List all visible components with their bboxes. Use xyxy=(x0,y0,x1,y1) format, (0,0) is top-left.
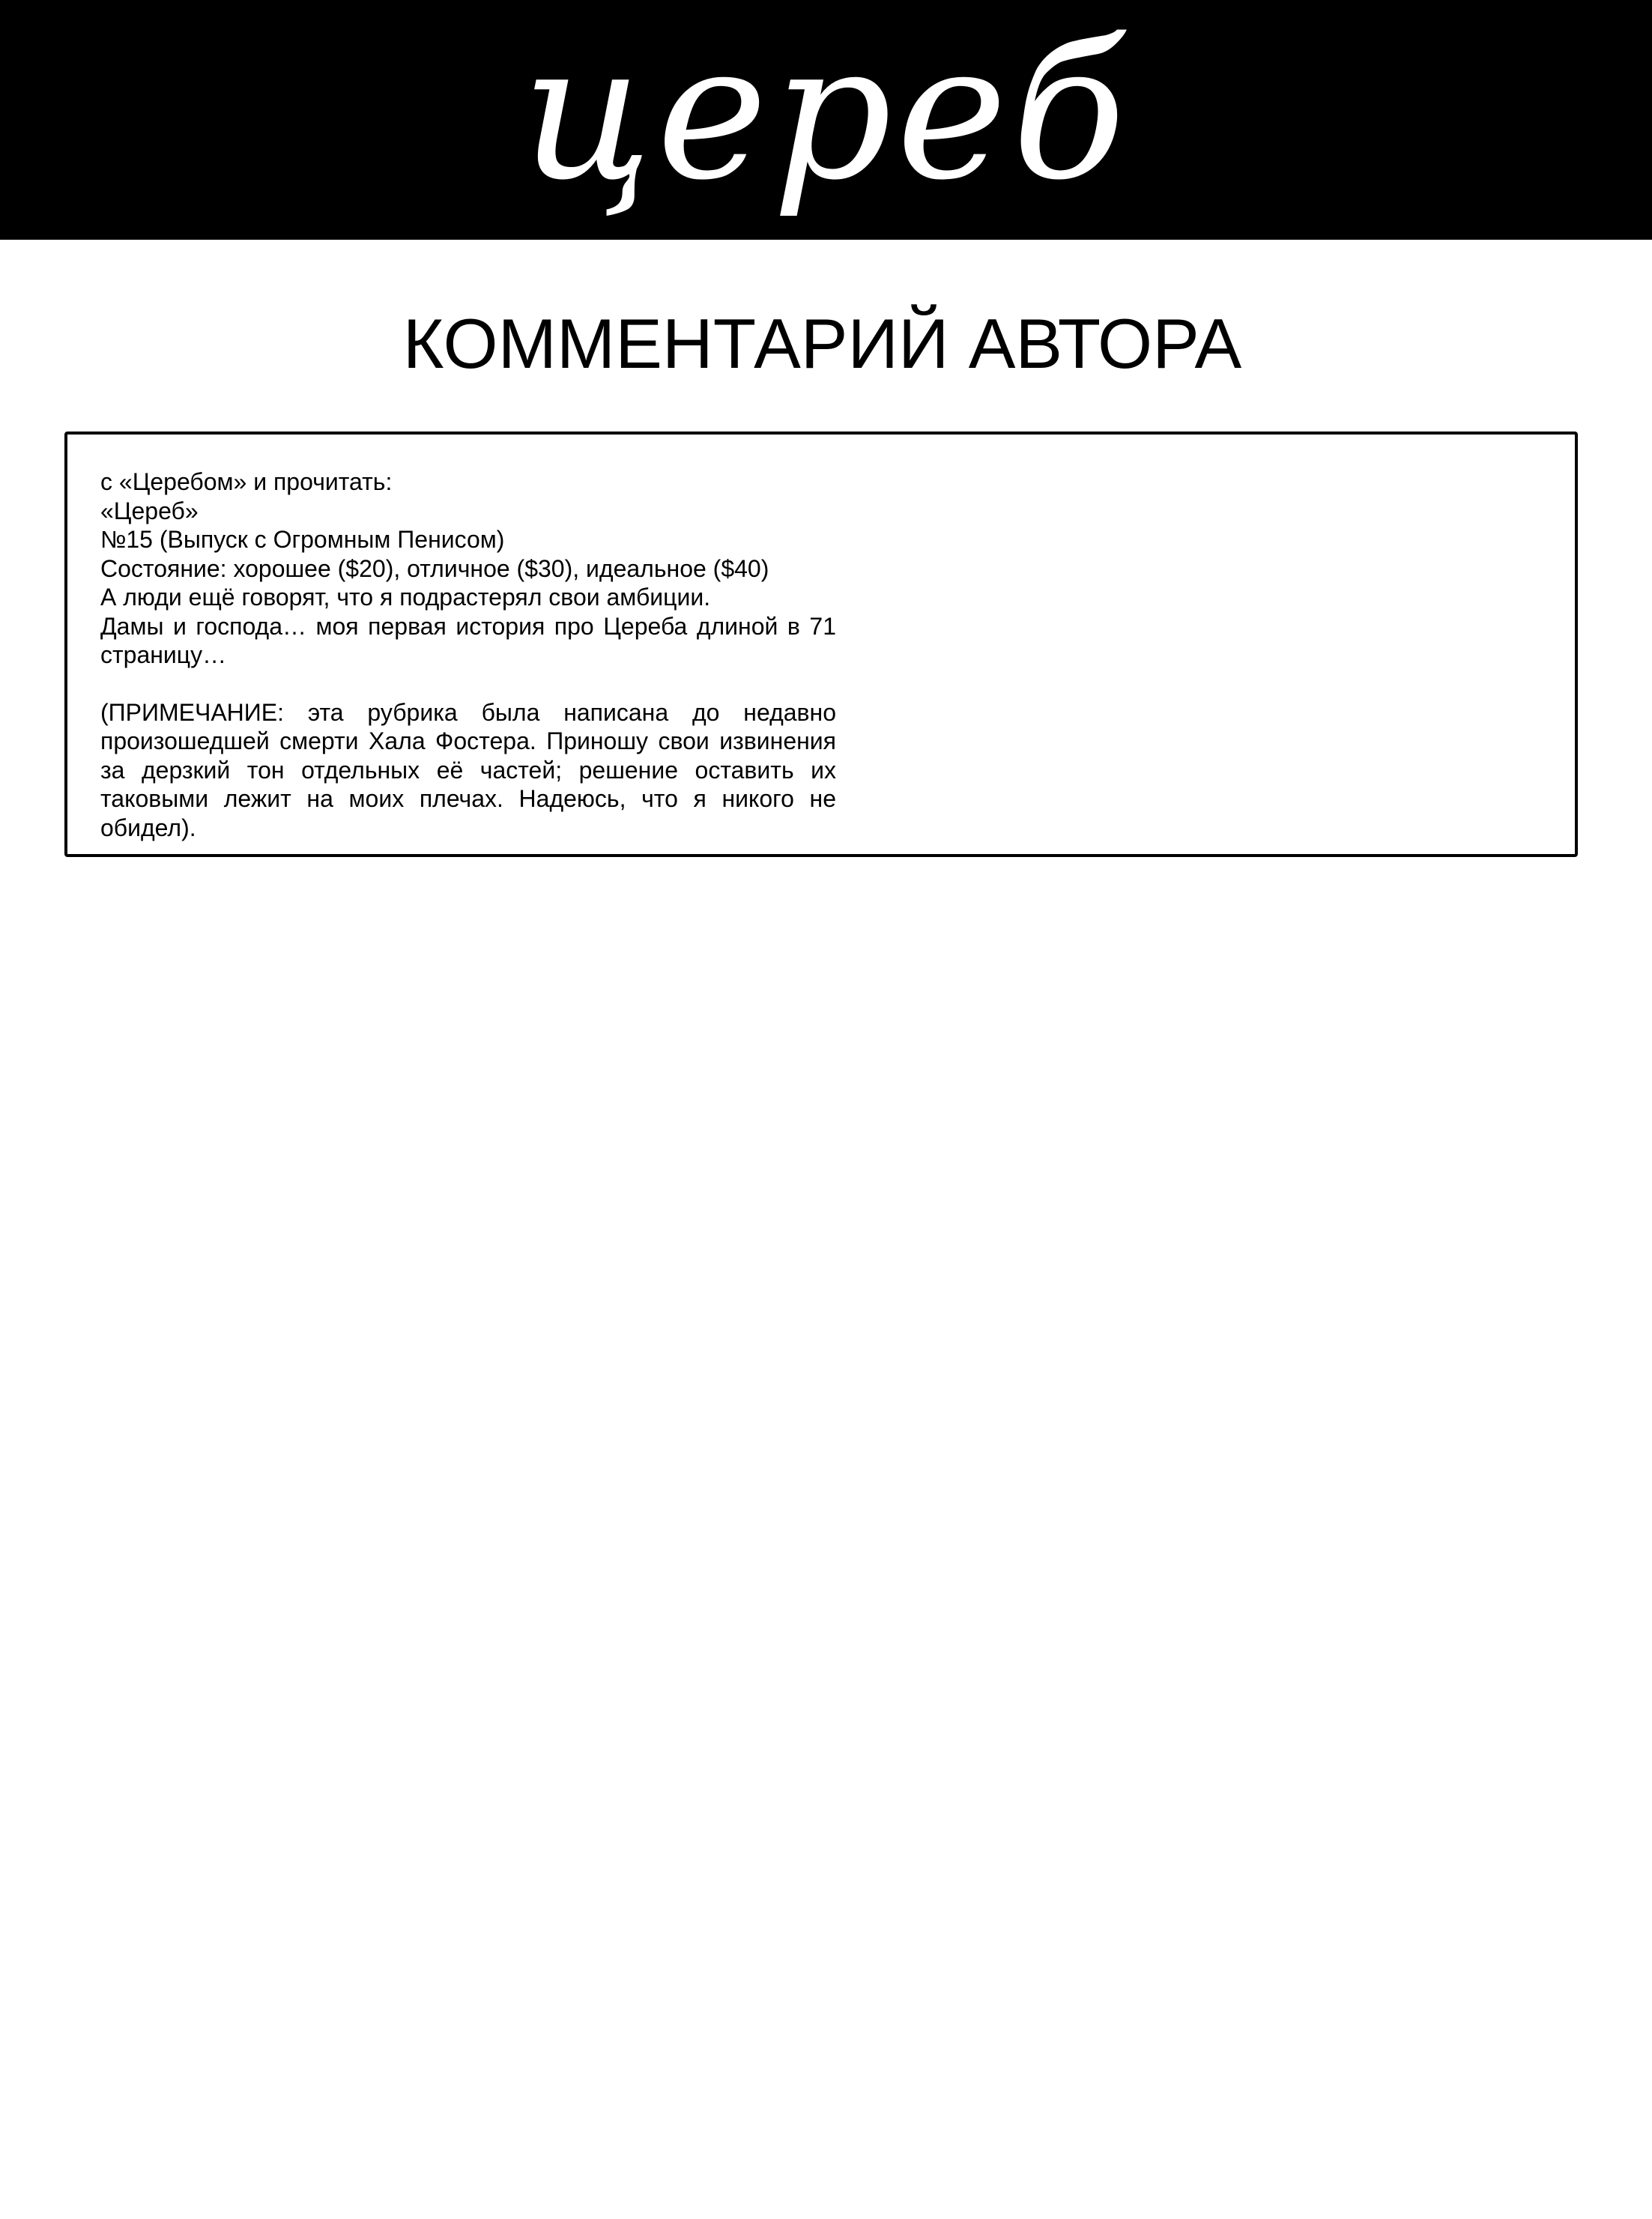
commentary-line: с «Церебом» и прочитать: xyxy=(100,468,393,495)
commentary-line: №15 (Выпуск с Огромным Пенисом) xyxy=(100,526,505,553)
commentary-paragraph: Дамы и господа… моя первая история про Цереба длиной в 71 страницу… xyxy=(100,612,836,668)
commentary-text xyxy=(100,467,836,842)
commentary-line: Состояние: хорошее ($20), отличное ($30), идеальное ($40) xyxy=(100,554,769,582)
commentary-box xyxy=(64,432,1578,857)
masthead-banner xyxy=(0,0,1652,240)
cerebus-logo: цереб xyxy=(521,3,1131,221)
section-title: КОММЕНТАРИЙ АВТОРА xyxy=(402,304,1242,383)
commentary-note: (ПРИМЕЧАНИЕ: эта рубрика была написана до недавно произошедшей смерти Хала Фостера. Приношу свои извинения за дерзкий тон отдельных её частей; решение оставить их таковыми лежит на моих плечах. Надеюсь, что я никого не обидел). xyxy=(100,698,836,841)
commentary-line: «Цереб» xyxy=(100,497,199,524)
commentary-line: А люди ещё говорят, что я подрастерял свои амбиции. xyxy=(100,584,711,611)
paragraph-spacer xyxy=(100,670,836,698)
